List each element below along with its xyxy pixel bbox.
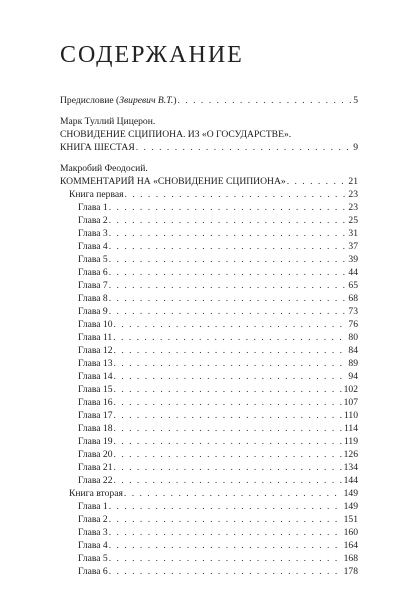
toc-entry-chapter[interactable] <box>60 513 358 526</box>
leader-dots <box>109 214 348 227</box>
toc-entry-chapter[interactable] <box>60 214 358 227</box>
chapter-label: Глава 1 <box>78 202 108 213</box>
chapter-label: Глава 21 <box>78 462 113 473</box>
leader-dots <box>114 409 343 422</box>
leader-dots <box>109 552 343 565</box>
chapter-label: Глава 22 <box>78 475 113 486</box>
leader-dots <box>287 175 348 188</box>
toc-entry-chapter[interactable] <box>60 539 358 552</box>
toc-entry-chapter[interactable] <box>60 344 358 357</box>
toc-page-number: 80 <box>348 332 358 343</box>
leader-dots <box>113 331 347 344</box>
chapter-label: Глава 12 <box>78 345 113 356</box>
leader-dots <box>136 141 352 154</box>
toc-entry-book-1[interactable] <box>60 188 358 201</box>
toc-page-number: 65 <box>348 280 358 291</box>
leader-dots <box>124 487 343 500</box>
chapter-label: Глава 7 <box>78 280 108 291</box>
chapter-label: Глава 11 <box>78 332 113 343</box>
toc-entry-chapter[interactable] <box>60 474 358 487</box>
toc-entry-chapter[interactable] <box>60 500 358 513</box>
leader-dots <box>114 448 343 461</box>
toc-page-number: 94 <box>348 371 358 382</box>
chapter-label: Глава 5 <box>78 254 108 265</box>
toc-page-number: 25 <box>348 215 358 226</box>
toc-page-number: 23 <box>348 189 358 200</box>
chapter-label: Глава 10 <box>78 319 113 330</box>
leader-dots <box>114 396 343 409</box>
toc-page-number: 31 <box>348 228 358 239</box>
chapter-label: Глава 3 <box>78 527 108 538</box>
toc-page-number: 9 <box>353 142 358 153</box>
leader-dots <box>114 474 343 487</box>
toc-page-number: 178 <box>343 566 358 577</box>
toc-entry-chapter[interactable] <box>60 266 358 279</box>
toc-entry-chapter[interactable] <box>60 201 358 214</box>
cicero-title-line-1[interactable]: СНОВИДЕНИЕ СЦИПИОНА. ИЗ «О ГОСУДАРСТВЕ». <box>60 129 292 140</box>
toc-page-number: 149 <box>343 501 358 512</box>
toc-page-number: 5 <box>353 95 358 106</box>
toc-page-number: 23 <box>348 202 358 213</box>
spacer <box>60 107 358 115</box>
toc-page-number: 39 <box>348 254 358 265</box>
toc-page-number: 119 <box>343 436 358 447</box>
chapter-label: Глава 2 <box>78 514 108 525</box>
toc-page-number: 102 <box>343 384 358 395</box>
page-title: СОДЕРЖАНИЕ <box>60 42 244 68</box>
toc-entry-chapter[interactable] <box>60 227 358 240</box>
toc-entry-label: Предисловие (Звиревич В.Т.) <box>60 95 177 106</box>
toc-page-number: 73 <box>348 306 358 317</box>
toc-entry-chapter[interactable] <box>60 383 358 396</box>
toc-page-number: 68 <box>348 293 358 304</box>
spacer <box>60 154 358 162</box>
cicero-title-line-2: КНИГА ШЕСТАЯ <box>60 142 135 153</box>
leader-dots <box>114 422 343 435</box>
toc-page-number: 126 <box>343 449 358 460</box>
leader-dots <box>114 435 343 448</box>
toc-page-number: 164 <box>343 540 358 551</box>
toc-entry-chapter[interactable] <box>60 526 358 539</box>
leader-dots <box>109 240 348 253</box>
preface-author: Звиревич В.Т. <box>119 95 174 106</box>
book-1-chapters <box>60 201 358 487</box>
chapter-label: Глава 2 <box>78 215 108 226</box>
toc-entry-chapter[interactable] <box>60 448 358 461</box>
leader-dots <box>109 513 343 526</box>
toc-page-number: 107 <box>343 397 358 408</box>
toc-page-number: 114 <box>343 423 358 434</box>
toc-page-number: 151 <box>343 514 358 525</box>
macrobius-author: Макробий Феодосий. <box>60 163 148 174</box>
chapter-label: Глава 15 <box>78 384 113 395</box>
toc-entry-chapter[interactable] <box>60 565 358 578</box>
leader-dots <box>178 94 353 107</box>
toc-page-number: 110 <box>343 410 358 421</box>
leader-dots <box>109 201 348 214</box>
toc-page-number: 144 <box>343 475 358 486</box>
leader-dots <box>125 188 348 201</box>
chapter-label: Глава 1 <box>78 501 108 512</box>
leader-dots <box>109 266 348 279</box>
toc-page-number: 168 <box>343 553 358 564</box>
book-1-label: Книга первая <box>69 189 124 200</box>
toc-page-number: 89 <box>348 358 358 369</box>
leader-dots <box>109 565 343 578</box>
toc-entry-chapter[interactable] <box>60 370 358 383</box>
toc-entry-chapter[interactable] <box>60 292 358 305</box>
leader-dots <box>109 305 348 318</box>
toc-entry-chapter[interactable] <box>60 318 358 331</box>
toc-page-number: 160 <box>343 527 358 538</box>
chapter-label: Глава 14 <box>78 371 113 382</box>
toc-page-number: 84 <box>348 345 358 356</box>
toc-entry-preface[interactable] <box>60 94 358 107</box>
leader-dots <box>114 370 348 383</box>
toc-entry-chapter[interactable] <box>60 552 358 565</box>
table-of-contents <box>60 94 358 578</box>
toc-page-number: 76 <box>348 319 358 330</box>
leader-dots <box>109 500 343 513</box>
chapter-label: Глава 6 <box>78 566 108 577</box>
toc-page-number: 44 <box>348 267 358 278</box>
cicero-author: Марк Туллий Цицерон. <box>60 116 156 127</box>
leader-dots <box>114 357 348 370</box>
book-2-label: Книга вторая <box>69 488 123 499</box>
chapter-label: Глава 19 <box>78 436 113 447</box>
toc-entry-chapter[interactable] <box>60 461 358 474</box>
toc-page-number: 149 <box>343 488 358 499</box>
leader-dots <box>109 279 348 292</box>
leader-dots <box>114 383 343 396</box>
toc-entry-chapter[interactable] <box>60 305 358 318</box>
toc-entry-cicero[interactable] <box>60 141 358 154</box>
leader-dots <box>109 539 343 552</box>
toc-entry-chapter[interactable] <box>60 435 358 448</box>
chapter-label: Глава 4 <box>78 540 108 551</box>
toc-entry-chapter[interactable] <box>60 422 358 435</box>
toc-page-number: 21 <box>348 176 358 187</box>
toc-entry-chapter[interactable] <box>60 279 358 292</box>
toc-entry-chapter[interactable] <box>60 331 358 344</box>
leader-dots <box>109 526 343 539</box>
book-2-chapters <box>60 500 358 578</box>
leader-dots <box>109 253 348 266</box>
chapter-label: Глава 18 <box>78 423 113 434</box>
leader-dots <box>114 461 343 474</box>
chapter-label: Глава 17 <box>78 410 113 421</box>
chapter-label: Глава 6 <box>78 267 108 278</box>
chapter-label: Глава 8 <box>78 293 108 304</box>
toc-page-number: 134 <box>343 462 358 473</box>
chapter-label: Глава 5 <box>78 553 108 564</box>
chapter-label: Глава 3 <box>78 228 108 239</box>
toc-entry-chapter[interactable] <box>60 240 358 253</box>
toc-entry-chapter[interactable] <box>60 253 358 266</box>
toc-entry-chapter[interactable] <box>60 396 358 409</box>
leader-dots <box>109 292 348 305</box>
chapter-label: Глава 16 <box>78 397 113 408</box>
leader-dots <box>114 344 348 357</box>
chapter-label: Глава 9 <box>78 306 108 317</box>
toc-entry-book-2[interactable] <box>60 487 358 500</box>
chapter-label: Глава 4 <box>78 241 108 252</box>
toc-entry-macrobius[interactable] <box>60 175 358 188</box>
chapter-label: Глава 20 <box>78 449 113 460</box>
macrobius-title: КОММЕНТАРИЙ НА «СНОВИДЕНИЕ СЦИПИОНА» <box>60 176 286 187</box>
leader-dots <box>114 318 348 331</box>
leader-dots <box>109 227 348 240</box>
toc-page-number: 37 <box>348 241 358 252</box>
toc-entry-chapter[interactable] <box>60 409 358 422</box>
toc-entry-chapter[interactable] <box>60 357 358 370</box>
chapter-label: Глава 13 <box>78 358 113 369</box>
